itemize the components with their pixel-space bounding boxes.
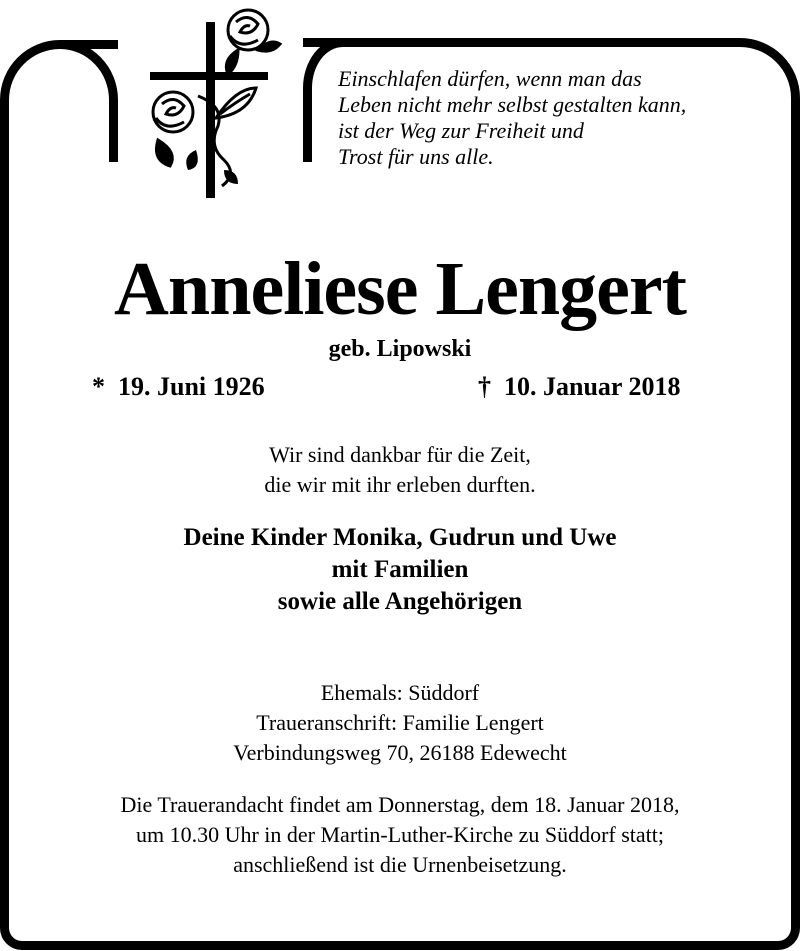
family-line: sowie alle Angehörigen xyxy=(277,588,523,615)
family-signature xyxy=(0,522,800,618)
maiden-name: geb. Lipowski xyxy=(328,336,472,362)
quote-line: Trost für uns alle. xyxy=(338,144,494,169)
service-info xyxy=(0,790,800,880)
death-symbol: † xyxy=(478,372,491,401)
deceased-name: Anneliese Lengert xyxy=(114,247,686,331)
frame-bottom-border xyxy=(60,941,770,950)
thanks-line: die wir mit ihr erleben durften. xyxy=(264,472,536,497)
cross-with-roses-icon xyxy=(138,0,288,200)
birth-date: 19. Juni 1926 xyxy=(118,372,265,401)
quote xyxy=(338,66,778,170)
thanks-line: Wir sind dankbar für die Zeit, xyxy=(269,442,531,467)
address-line: Ehemals: Süddorf xyxy=(320,680,480,705)
death-date: 10. Januar 2018 xyxy=(504,372,681,401)
family-line: mit Familien xyxy=(331,556,469,583)
service-line: anschließend ist die Urnenbeisetzung. xyxy=(233,852,567,877)
thanks-text xyxy=(0,440,800,500)
quote-line: ist der Weg zur Freiheit und xyxy=(338,118,584,143)
quote-line: Leben nicht mehr selbst gestalten kann, xyxy=(338,92,687,117)
service-line: Die Trauerandacht findet am Donnerstag, dem 18. Januar 2018, xyxy=(120,792,680,817)
birth-symbol: * xyxy=(92,372,105,401)
service-line: um 10.30 Uhr in der Martin-Luther-Kirche zu Süddorf statt; xyxy=(135,822,665,847)
death-line xyxy=(478,372,681,402)
mourning-address xyxy=(0,678,800,768)
address-line: Verbindungsweg 70, 26188 Edewecht xyxy=(233,740,567,765)
birth-line xyxy=(92,372,265,402)
address-line: Traueranschrift: Familie Lengert xyxy=(256,710,544,735)
quote-line: Einschlafen dürfen, wenn man das xyxy=(338,66,642,91)
family-line: Deine Kinder Monika, Gudrun und Uwe xyxy=(183,524,617,551)
